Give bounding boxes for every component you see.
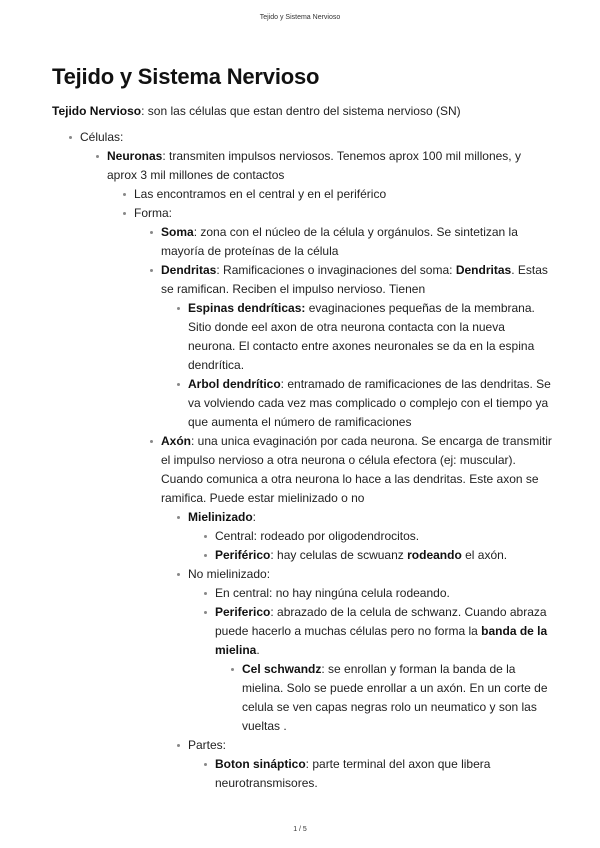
list-item-text: evaginaciones pequeñas de la membrana. Sitio donde eel axon de otra neurona contacta con la nueva neurona. El contacto entre axones neuronales se da en la espina dendrítica. bbox=[188, 301, 535, 372]
list-item-text: Células: bbox=[80, 130, 124, 144]
list-item-celulas bbox=[80, 128, 552, 793]
list-item-text: : transmiten impulsos nerviosos. Tenemos aprox 100 mil millones, y aprox 3 mil millones de contactos bbox=[107, 149, 521, 182]
list-item-boton bbox=[215, 755, 552, 793]
list-item-text: : una unica evaginación por cada neurona. Se encarga de transmitir el impulso nervioso a otra neurona o célula efectora (ej: muscular). Cuando comunica a otra neurona lo hace a las dendritas. Este axon se ramifica. Puede estar mielinizado o no bbox=[161, 434, 552, 505]
term: Axón bbox=[161, 434, 191, 448]
term: Periferico bbox=[215, 605, 271, 619]
list-item-arbol bbox=[188, 375, 552, 432]
list-item-text: : bbox=[252, 510, 257, 524]
term: Dendritas bbox=[161, 263, 217, 277]
intro-text: : son las células que estan dentro del sistema nervioso (SN) bbox=[141, 104, 461, 118]
list-item-text: : Ramificaciones o invaginaciones del soma: bbox=[216, 263, 456, 277]
list-item-soma bbox=[161, 223, 552, 261]
outline-list bbox=[52, 128, 552, 793]
list-item-text: No mielinizado: bbox=[188, 567, 271, 581]
list-item-mielinizado-central bbox=[215, 527, 552, 546]
term: Cel schwandz bbox=[242, 662, 322, 676]
list-item-text: Partes: bbox=[188, 738, 227, 752]
list-item-espinas bbox=[188, 299, 552, 375]
intro-term: Tejido Nervioso bbox=[52, 104, 142, 118]
list-item-text: : hay celulas de scwuanz bbox=[270, 548, 408, 562]
list-item-text: Forma: bbox=[134, 206, 173, 220]
list-item-cel-schwandz bbox=[242, 660, 552, 736]
term: banda de la mielina bbox=[215, 624, 548, 657]
term: Espinas dendríticas: bbox=[188, 301, 306, 315]
list-item-dendritas bbox=[161, 261, 552, 432]
list-item-text: : entramado de ramificaciones de las dendritas. Se va volviendo cada vez mas complicado o complejo con el tiempo ya que aumenta el número de ramificaciones bbox=[188, 377, 551, 429]
document-body bbox=[52, 62, 552, 793]
term: Dendritas bbox=[455, 263, 512, 277]
list-item-text: . Estas se ramifican. Reciben el impulso nervioso. Tienen bbox=[161, 263, 548, 296]
list-item-text: : se enrollan y forman la banda de la mielina. Solo se puede enrollar a un axón. En un corte de celula se ven capas negras rolo un neumatico y son las vueltas . bbox=[242, 662, 548, 733]
list-item-no-mielinizado-central bbox=[215, 584, 552, 603]
list-item-no-mielinizado bbox=[188, 565, 552, 736]
term: Mielinizado bbox=[188, 510, 253, 524]
term: Boton sináptico bbox=[215, 757, 306, 771]
list-item-no-mielinizado-periferico bbox=[215, 603, 552, 736]
list-item-text: : zona con el núcleo de la célula y orgánulos. Se sintetizan la mayoría de proteínas de la célula bbox=[161, 225, 518, 258]
term: Neuronas bbox=[107, 149, 163, 163]
list-item-text: . bbox=[256, 643, 260, 657]
term: Periférico bbox=[215, 548, 271, 562]
list-item-axon bbox=[161, 432, 552, 793]
term: Soma bbox=[161, 225, 194, 239]
term: Arbol dendrítico bbox=[188, 377, 281, 391]
page-header: Tejido y Sistema Nervioso bbox=[259, 14, 341, 21]
list-item-encontramos bbox=[134, 185, 552, 204]
list-item-forma bbox=[134, 204, 552, 793]
term: rodeando bbox=[407, 548, 462, 562]
list-item-text: el axón. bbox=[461, 548, 508, 562]
list-item-text: : parte terminal del axon que libera neurotransmisores. bbox=[215, 757, 491, 790]
list-item-text: : abrazado de la celula de schwanz. Cuando abraza puede hacerlo a muchas células pero no forma la bbox=[215, 605, 547, 638]
page-title: Tejido y Sistema Nervioso bbox=[52, 64, 320, 89]
intro-paragraph bbox=[52, 102, 552, 120]
list-item-mielinizado bbox=[188, 508, 552, 565]
list-item-mielinizado-periferico bbox=[215, 546, 552, 565]
list-item-text: Central: rodeado por oligodendrocitos. bbox=[215, 529, 420, 543]
page-number: 1 / 5 bbox=[293, 826, 307, 833]
list-item-neuronas bbox=[107, 147, 552, 793]
list-item-text: Las encontramos en el central y en el periférico bbox=[134, 187, 387, 201]
list-item-partes bbox=[188, 736, 552, 793]
list-item-text: En central: no hay ningúna celula rodeando. bbox=[215, 586, 450, 600]
